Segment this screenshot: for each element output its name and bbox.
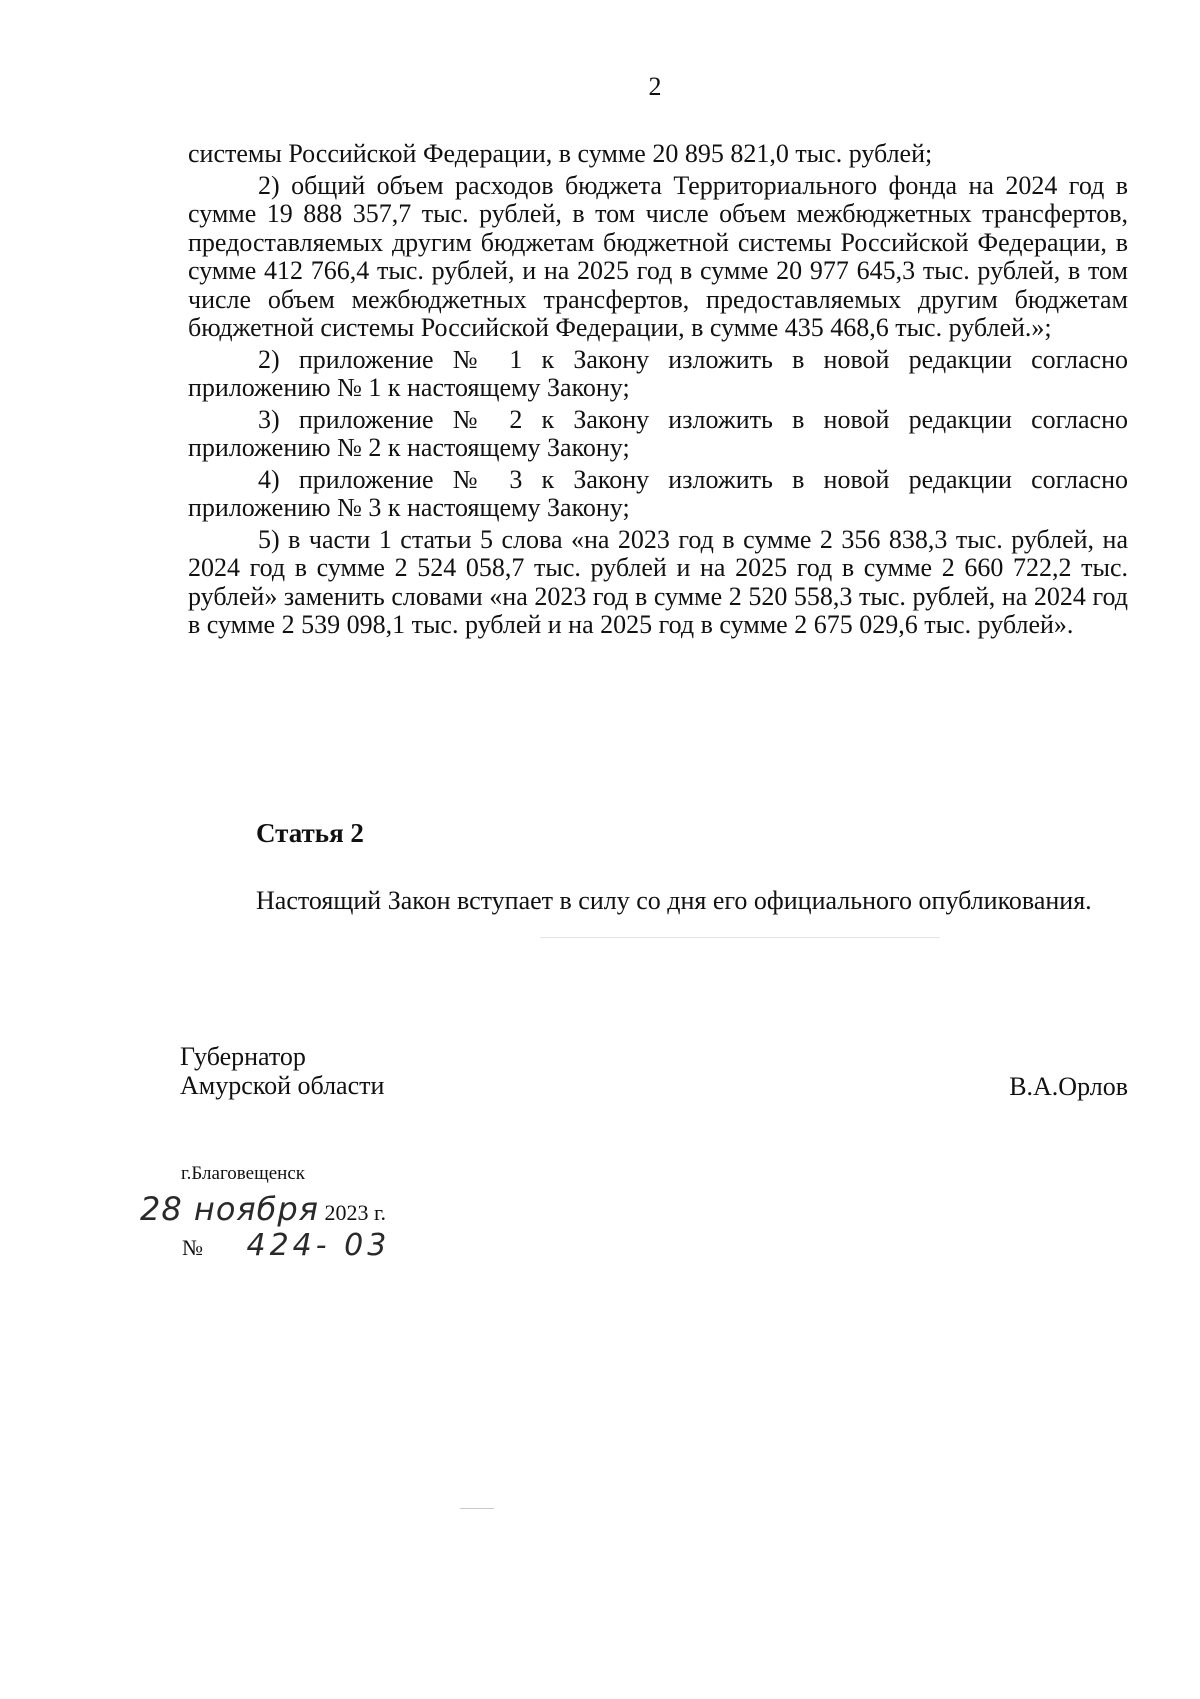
scan-artifact bbox=[460, 1508, 494, 1509]
handwritten-number: 424- 03 bbox=[246, 1228, 391, 1263]
place-of-signing: г.Благовещенск bbox=[181, 1163, 305, 1184]
signatory-title-line1: Губернатор bbox=[180, 1042, 306, 1071]
paragraph-appendix-3: 4) приложение № 3 к Закону изложить в новой редакции согласно приложению № 3 к настоящему Закону; bbox=[188, 464, 1128, 522]
scan-artifact bbox=[540, 937, 940, 938]
signing-date bbox=[140, 1190, 386, 1228]
paragraph-appendix-1: 2) приложение № 1 к Закону изложить в новой редакции согласно приложению № 1 к настоящему Закону; bbox=[188, 344, 1128, 402]
printed-year: 2023 г. bbox=[324, 1200, 386, 1225]
article-text: Настоящий Закон вступает в силу со дня его официального опубликования. bbox=[256, 886, 1092, 915]
document-body bbox=[188, 140, 1128, 643]
number-label: № bbox=[182, 1235, 203, 1260]
signatory-title bbox=[180, 1042, 384, 1100]
paragraph-article-5-amendment: 5) в части 1 статьи 5 слова «на 2023 год в сумме 2 356 838,3 тыс. рублей, на 2024 год в сумме 2 524 058,7 тыс. рублей и на 2025 год в сумме 2 660 722,2 тыс. рублей» заменить словами «на 2023 год в сумме 2 520 558,3 тыс. рублей, на 2024 год в сумме 2 539 098,1 тыс. рублей и на 2025 год в сумме 2 675 029,6 тыс. рублей». bbox=[188, 524, 1128, 639]
paragraph-continuation: системы Российской Федерации, в сумме 20 895 821,0 тыс. рублей; bbox=[188, 139, 933, 168]
handwritten-date: 28 ноября bbox=[140, 1190, 319, 1228]
law-number bbox=[182, 1228, 390, 1263]
article-heading: Статья 2 bbox=[256, 818, 364, 848]
signatory-title-line2: Амурской области bbox=[180, 1071, 385, 1100]
signatory-name: В.А.Орлов bbox=[1009, 1072, 1128, 1101]
paragraph-appendix-2: 3) приложение № 2 к Закону изложить в новой редакции согласно приложению № 2 к настоящему Закону; bbox=[188, 404, 1128, 462]
paragraph-expenditure-volume: 2) общий объем расходов бюджета Территориального фонда на 2024 год в сумме 19 888 357,7 тыс. рублей, в том числе объем межбюджетных трансфертов, предоставляемых другим бюджетам бюджетной системы Российской Федерации, в сумме 412 766,4 тыс. рублей, и на 2025 год в сумме 20 977 645,3 тыс. рублей, в том числе объем межбюджетных трансфертов, предоставляемых другим бюджетам бюджетной системы Российской Федерации, в сумме 435 468,6 тыс. рублей.»; bbox=[188, 170, 1128, 342]
page-number: 2 bbox=[648, 72, 662, 101]
